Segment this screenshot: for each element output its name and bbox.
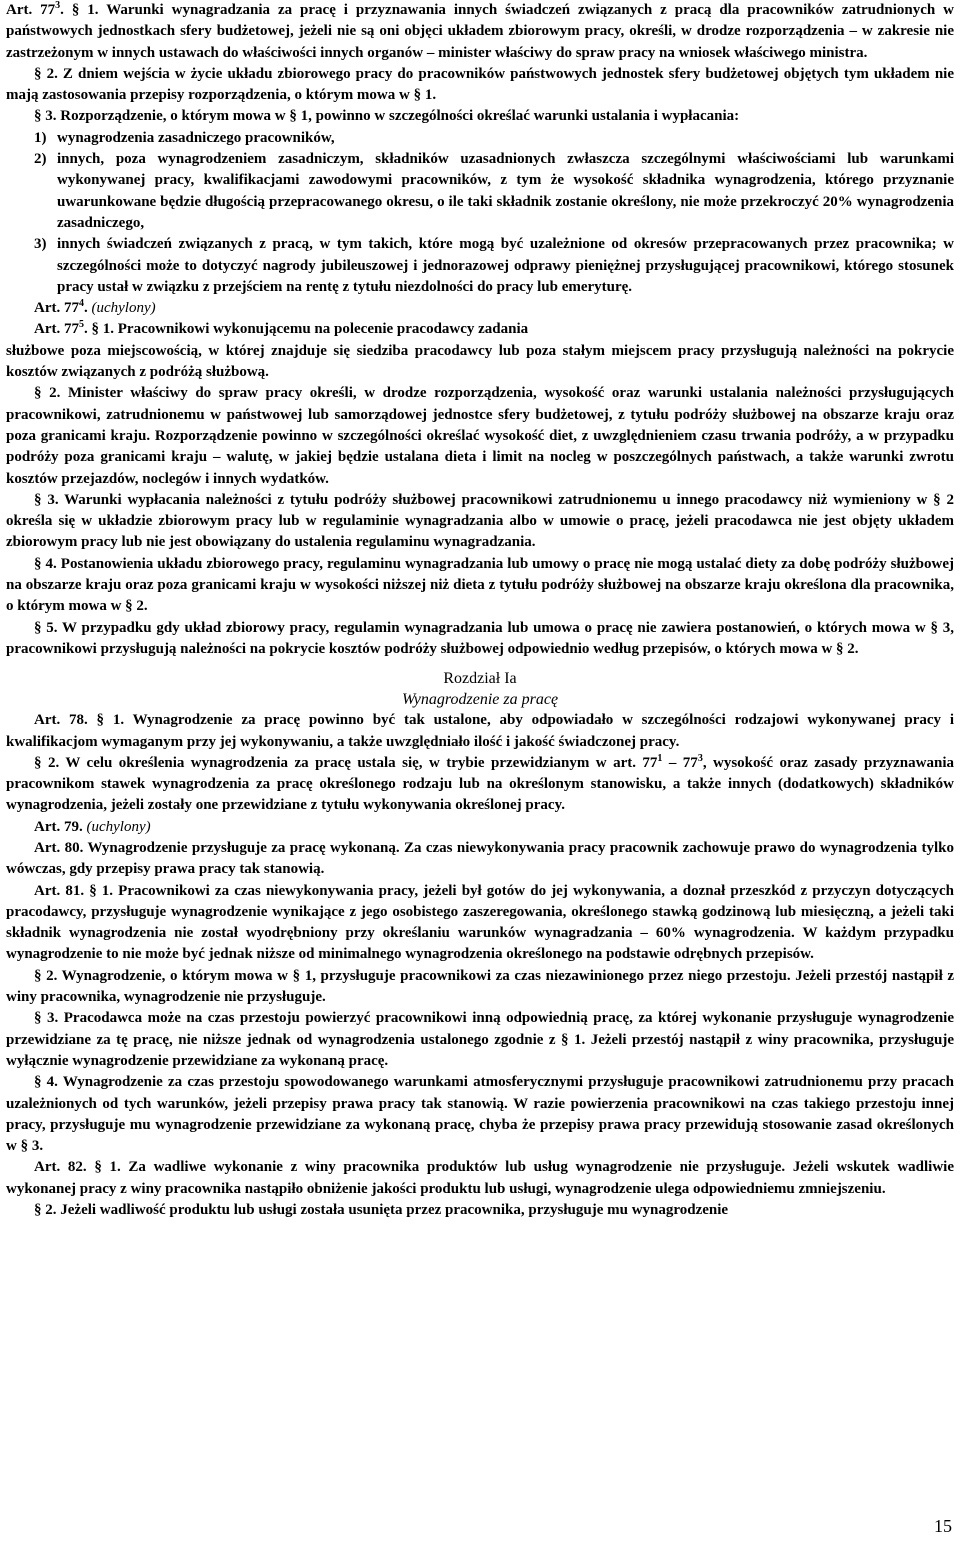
art81-par1: Art. 81. § 1. Pracownikowi za czas niewykonywania pracy, jeżeli był gotów do jej wykonywania, a doznał przeszkód z przyczyn dotyczących pracodawcy, przysługuje wynagrodzenie wynikające z jego osobistego zaszeregowania, określonego stawką godzinową lub miesięczną, a jeżeli taki składnik wynagrodzenia nie został wyodrębniony przy określaniu warunków wynagradzania – 60% wynagrodzenia. W każdym przypadku wynagrodzenie to nie może być jednak niższe od minimalnego wynagrodzenia określonego na podstawie odrębnych przepisów. xyxy=(6,882,954,963)
art77-3-par1: Art. $77^3$. § 1. Warunki wynagradzania za pracę i przyznawania innych świadczeń związanych z pracą dla pracowników zatrudnionych w państwowych jednostkach sfery budżetowej, jeżeli nie są oni objęci układem zbiorowym pracy, określi, w drodze rozporządzenia – w zakresie nie zastrzeżonym w innych ustawach do właściwości innych organów – minister właściwy do spraw pracy na wniosek właściwego ministra. xyxy=(6,0,954,61)
art78-par1: Art. 78. § 1. Wynagrodzenie za pracę powinno być tak ustalone, aby odpowiadało w szczególności rodzajowi wykonywanej pracy i kwalifikacjom wymaganym przy jej wykonywaniu, a także uwzględniało ilość i jakość świadczonej pracy. xyxy=(6,712,954,750)
art77-3-par3: § 3. Rozporządzenie, o którym mowa w § 1, powinno w szczególności określać warunki ustalania i wypłacania: xyxy=(34,108,740,125)
art78-par2: § 2. W celu określenia wynagrodzenia za pracę ustala się, w trybie przewidzianym w art. $77^1 - 77^3$, wysokość oraz zasady przyznawania pracownikom stawek wynagrodzenia za pracę określonego rodzaju lub na określonym stanowisku, a także innych (dodatkowych) składników wynagrodzenia, jeżeli zostały one przewidziane z tytułu wykonywania określonej pracy. xyxy=(6,752,954,814)
page-number: 15 xyxy=(934,1515,952,1536)
art77-3-item-2: 2) innych, poza wynagrodzeniem zasadniczym, składników uzasadnionych zwłaszcza szczególnymi właściwościami lub warunkami wykonywanej pracy, kwalifikacjami zawodowymi pracowników, z tym że wysokość składnika wynagrodzenia, którego przyznanie uwarunkowane będzie długością przepracowanego okresu, o ile taki składnik zostanie określony, nie może przekroczyć 20% wynagrodzenia zasadniczego, xyxy=(34,151,954,231)
art77-4: Art. $77^4$. (uchylony) xyxy=(34,298,156,317)
art77-5-par1-lead: Art. $77^5$. § 1. Pracownikowi wykonującemu na polecenie pracodawcy zadania xyxy=(34,319,529,338)
art81-par2: § 2. Wynagrodzenie, o którym mowa w § 1, przysługuje pracownikowi za czas niezawinionego przez niego przestoju. Jeżeli przestój nastąpił z winy pracownika, wynagrodzenie nie przysługuje. xyxy=(6,967,954,1006)
art77-5-par1-rest: służbowe poza miejscowością, w której znajduje się siedziba pracodawcy lub poza stałym miejscem pracy przysługują należności na pokrycie kosztów związanych z podróżą służbową. xyxy=(6,342,954,381)
art77-5-par5: § 5. W przypadku gdy układ zbiorowy pracy, regulamin wynagradzania lub umowa o pracę nie zawiera postanowień, o których mowa w § 3, pracownikowi przysługują należności na pokrycie kosztów podróży służbowej odpowiednio według przepisów, o których mowa w § 2. xyxy=(6,619,954,657)
chapter-title: Rozdział Ia xyxy=(443,670,517,688)
document-body xyxy=(6,0,954,1221)
art82-par1: Art. 82. § 1. Za wadliwe wykonanie z winy pracownika produktów lub usług wynagrodzenie nie przysługuje. Jeżeli wskutek wadliwie wykonanej pracy z winy pracownika nastąpiło obniżenie jakości produktu lub usługi, wynagrodzenie ulega odpowiedniemu zmniejszeniu. xyxy=(6,1159,954,1197)
art80: Art. 80. Wynagrodzenie przysługuje za pracę wykonaną. Za czas niewykonywania pracy pracownik zachowuje prawo do wynagrodzenia tylko wówczas, gdy przepisy prawa pracy tak stanowią. xyxy=(6,839,954,878)
chapter-subtitle: Wynagrodzenie za pracę xyxy=(401,691,559,709)
art82-par2: § 2. Jeżeli wadliwość produktu lub usługi została usunięta przez pracownika, przysługuje mu wynagrodzenie xyxy=(34,1202,729,1219)
art77-3-heading: Art. $77^3$ xyxy=(6,0,61,18)
art77-5-par3: § 3. Warunki wypłacania należności z tytułu podróży służbowej pracownikowi zatrudnionemu u innego pracodawcy niż wymieniony w § 2 określa się w układzie zbiorowym pracy lub w regulaminie wynagradzania albo w umowie o pracę, jeżeli pracodawca nie jest objęty układem zbiorowym pracy lub nie jest obowiązany do ustalenia regulaminu wynagradzania. xyxy=(6,491,954,551)
art77-3-par2: § 2. Z dniem wejścia w życie układu zbiorowego pracy do pracowników państwowych jednostek sfery budżetowej objętych tym układem nie mają zastosowania przepisy rozporządzenia, o którym mowa w § 1. xyxy=(6,65,954,104)
art77-3-item-3: 3) innych świadczeń związanych z pracą, w tym takich, które mogą być uzależnione od okresów przepracowanych przez pracownika; w szczególności może to dotyczyć nagrody jubileuszowej i jednorazowej odprawy pieniężnej przysługującej pracownikowi, którego stosunek pracy ustał w związku z przejściem na rentę z tytułu niezdolności do pracy lub emeryturę. xyxy=(34,236,954,295)
art77-5-par2: § 2. Minister właściwy do spraw pracy określi, w drodze rozporządzenia, wysokość oraz warunki ustalania należności przysługujących pracownikowi, zatrudnionemu w państwowej lub samorządowej jednostce sfery budżetowej, z tytułu podróży służbowej na obszarze kraju oraz poza granicami kraju. Rozporządzenie powinno w szczególności określać wysokość diet, z uwzględnieniem czasu trwania podróży, a w przypadku podróży poza granicami kraju – walutę, w jakiej będzie ustalana dieta i limit na nocleg w poszczególnych państwach, a także warunki zwrotu kosztów przejazdów, noclegów i innych wydatków. xyxy=(6,385,954,487)
chapter-heading xyxy=(6,668,954,710)
art77-5-par4: § 4. Postanowienia układu zbiorowego pracy, regulaminu wynagradzania lub umowy o pracę nie mogą ustalać diety za dobę podróży służbowej na obszarze kraju oraz poza granicami kraju w wysokości niższej niż dieta z tytułu podróży służbowej na obszarze kraju określona dla pracownika, o którym mowa w § 2. xyxy=(6,555,954,615)
art79: Art. 79. (uchylony) xyxy=(34,818,151,835)
art81-par3: § 3. Pracodawca może na czas przestoju powierzyć pracownikowi inną odpowiednią pracę, za której wykonanie przysługuje wynagrodzenie przewidziane za tę pracę, nie niższe jednak od wynagrodzenia ustalonego zgodnie z § 1. Jeżeli przestój nastąpił z winy pracownika, przysługuje wyłącznie wynagrodzenie przewidziane za wykonaną pracę. xyxy=(6,1010,954,1069)
art77-3-item-1: 1) wynagrodzenia zasadniczego pracowników, xyxy=(34,129,335,146)
art81-par4: § 4. Wynagrodzenie za czas przestoju spowodowanego warunkami atmosferycznymi przysługuje pracownikowi zatrudnionemu przy pracach uzależnionych od tych warunków, jeżeli przepisy prawa pracy tak stanowią. W razie powierzenia pracownikowi na czas takiego przestoju innej pracy, przysługuje mu wynagrodzenie przewidziane za wykonaną pracę, chyba że przepisy prawa pracy przewidują stosowanie zasad określonych w § 3. xyxy=(6,1074,954,1155)
